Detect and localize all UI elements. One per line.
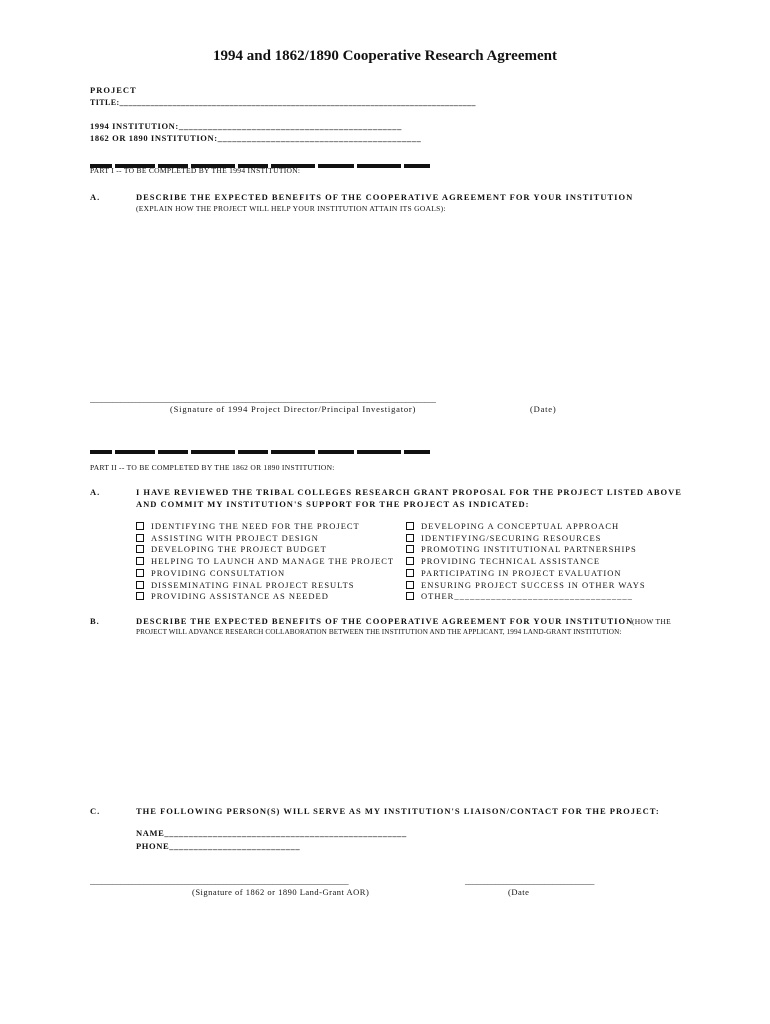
document-title: 1994 and 1862/1890 Cooperative Research Agreement bbox=[213, 48, 557, 64]
part1-a-subtext: (EXPLAIN HOW THE PROJECT WILL HELP YOUR INSTITUTION ATTAIN ITS GOALS): bbox=[136, 204, 446, 213]
phone-field[interactable]: PHONE___________________________ bbox=[136, 841, 301, 851]
option-row[interactable]: PROVIDING CONSULTATION bbox=[136, 568, 394, 580]
part2-b-tail: (HOW THE bbox=[632, 617, 671, 626]
project-title-field[interactable]: TITLE:_________________________________________________________________________________ bbox=[90, 98, 476, 107]
project-label: PROJECT bbox=[90, 85, 137, 95]
checkbox-icon[interactable] bbox=[406, 581, 414, 589]
checkbox-icon[interactable] bbox=[406, 569, 414, 577]
option-row[interactable]: IDENTIFYING THE NEED FOR THE PROJECT bbox=[136, 521, 394, 533]
part2-b-text: DESCRIBE THE EXPECTED BENEFITS OF THE COOPERATIVE AGREEMENT FOR YOUR INSTITUTION bbox=[136, 616, 634, 626]
checkbox-icon[interactable] bbox=[136, 581, 144, 589]
part2-c-text: THE FOLLOWING PERSON(S) WILL SERVE AS MY INSTITUTION'S LIAISON/CONTACT FOR THE PROJECT: bbox=[136, 806, 660, 816]
part1-date-label: (Date) bbox=[530, 404, 557, 414]
option-row[interactable]: IDENTIFYING/SECURING RESOURCES bbox=[406, 533, 646, 545]
part1-signature-label: (Signature of 1994 Project Director/Principal Investigator) bbox=[170, 404, 417, 414]
part1-heading: PART I -- TO BE COMPLETED BY THE 1994 INSTITUTION: bbox=[90, 166, 301, 175]
option-row[interactable]: PARTICIPATING IN PROJECT EVALUATION bbox=[406, 568, 646, 580]
part2-a-text-2: AND COMMIT MY INSTITUTION'S SUPPORT FOR THE PROJECT AS INDICATED: bbox=[136, 499, 530, 509]
aor-date-line[interactable]: __________________________________ bbox=[465, 877, 595, 886]
part2-a-letter: A. bbox=[90, 487, 101, 497]
checkbox-icon[interactable] bbox=[136, 522, 144, 530]
name-field[interactable]: NAME__________________________________________________ bbox=[136, 828, 407, 838]
option-row[interactable]: DEVELOPING A CONCEPTUAL APPROACH bbox=[406, 521, 646, 533]
option-row[interactable]: HELPING TO LAUNCH AND MANAGE THE PROJECT bbox=[136, 556, 394, 568]
option-row[interactable]: PROVIDING ASSISTANCE AS NEEDED bbox=[136, 591, 394, 603]
aor-date-label: (Date bbox=[508, 887, 530, 897]
option-row[interactable]: PROMOTING INSTITUTIONAL PARTNERSHIPS bbox=[406, 544, 646, 556]
option-row[interactable]: PROVIDING TECHNICAL ASSISTANCE bbox=[406, 556, 646, 568]
option-row[interactable]: DISSEMINATING FINAL PROJECT RESULTS bbox=[136, 580, 394, 592]
part1-signature-line[interactable]: ___________________________________________________________________________________________ bbox=[90, 395, 436, 404]
option-row[interactable]: ENSURING PROJECT SUCCESS IN OTHER WAYS bbox=[406, 580, 646, 592]
separator-bar bbox=[90, 443, 433, 461]
institution-1862-1890-field[interactable]: 1862 OR 1890 INSTITUTION:__________________________________________ bbox=[90, 133, 422, 143]
part1-a-letter: A. bbox=[90, 192, 101, 202]
aor-signature-line[interactable]: ____________________________________________________________________ bbox=[90, 877, 349, 886]
checkbox-icon[interactable] bbox=[136, 545, 144, 553]
part2-c-letter: C. bbox=[90, 806, 101, 816]
checkbox-icon[interactable] bbox=[136, 569, 144, 577]
part2-heading: PART II -- TO BE COMPLETED BY THE 1862 OR 1890 INSTITUTION: bbox=[90, 463, 335, 472]
checkbox-icon[interactable] bbox=[406, 522, 414, 530]
institution-1994-field[interactable]: 1994 INSTITUTION:______________________________________________ bbox=[90, 121, 402, 131]
part2-a-text-1: I HAVE REVIEWED THE TRIBAL COLLEGES RESEARCH GRANT PROPOSAL FOR THE PROJECT LISTED ABOVE bbox=[136, 487, 682, 497]
checkbox-icon[interactable] bbox=[406, 557, 414, 565]
checkbox-icon[interactable] bbox=[406, 545, 414, 553]
part1-a-text: DESCRIBE THE EXPECTED BENEFITS OF THE COOPERATIVE AGREEMENT FOR YOUR INSTITUTION bbox=[136, 192, 634, 202]
checkbox-icon[interactable] bbox=[136, 592, 144, 600]
option-row[interactable]: DEVELOPING THE PROJECT BUDGET bbox=[136, 544, 394, 556]
right-options-list bbox=[406, 521, 646, 603]
checkbox-icon[interactable] bbox=[406, 592, 414, 600]
option-row[interactable]: OTHER__________________________________ bbox=[406, 591, 646, 603]
checkbox-icon[interactable] bbox=[136, 534, 144, 542]
part2-b-subtext: PROJECT WILL ADVANCE RESEARCH COLLABORATION BETWEEN THE INSTITUTION AND THE APPLICANT, 1994 LAND-GRANT INSTITUTION: bbox=[136, 628, 622, 636]
aor-signature-label: (Signature of 1862 or 1890 Land-Grant AOR) bbox=[192, 887, 370, 897]
left-options-list bbox=[136, 521, 394, 603]
option-row[interactable]: ASSISTING WITH PROJECT DESIGN bbox=[136, 533, 394, 545]
part2-b-letter: B. bbox=[90, 616, 100, 626]
checkbox-icon[interactable] bbox=[406, 534, 414, 542]
checkbox-icon[interactable] bbox=[136, 557, 144, 565]
